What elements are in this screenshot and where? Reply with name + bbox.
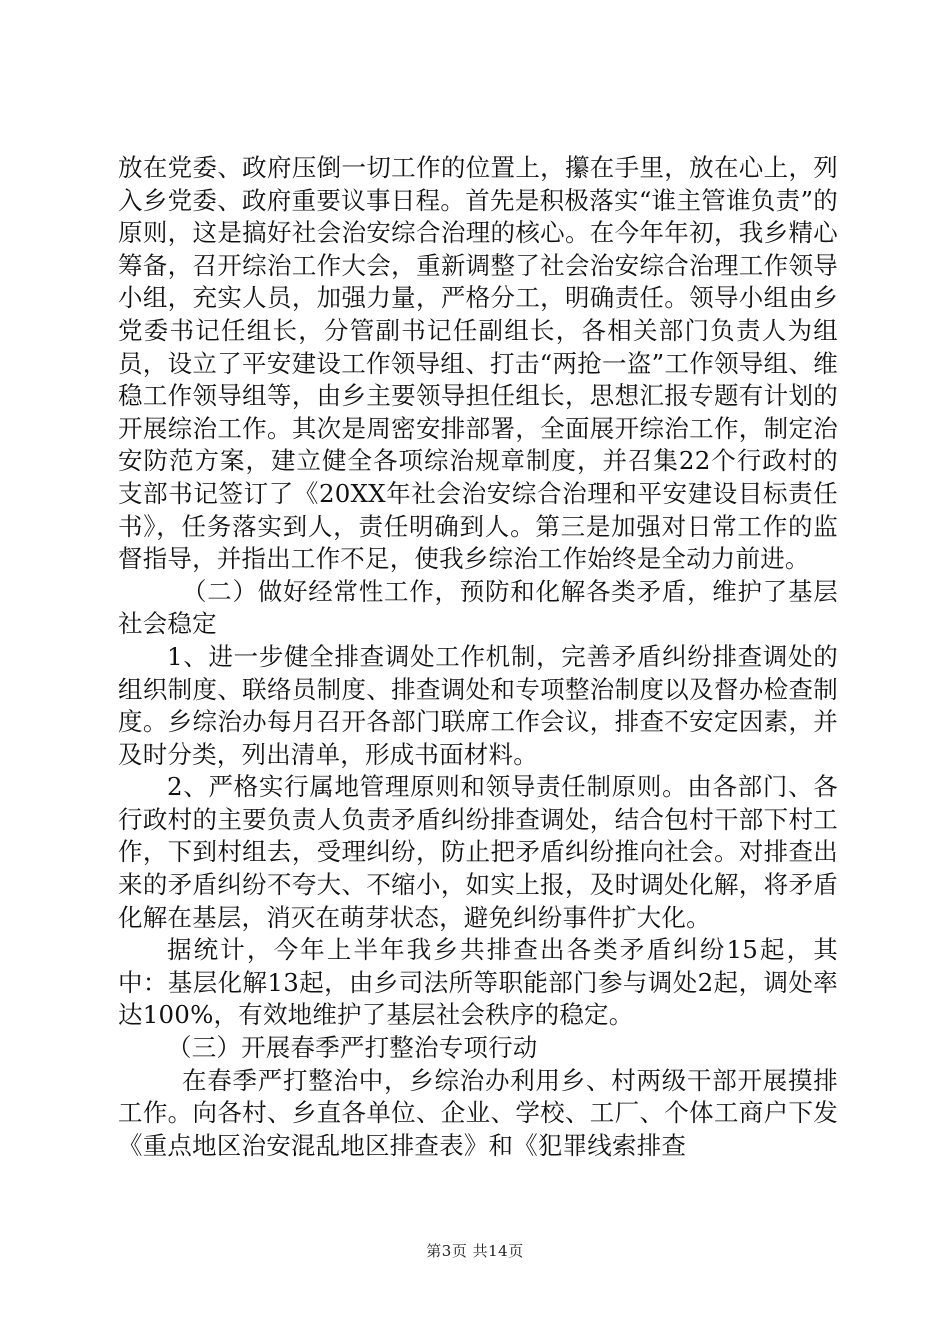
section-heading-two: （二）做好经常性工作，预防和化解各类矛盾，维护了基层社会稳定: [118, 576, 838, 639]
paragraph-spring-campaign: 在春季严打整治中，乡综治办利用乡、村两级干部开展摸排工作。向各村、乡直各单位、企业、学校、工厂、个体工商户下发《重点地区治安混乱地区排查表》和《犯罪线索排查: [118, 1065, 838, 1160]
document-body: [118, 152, 838, 1162]
section-heading-three: （三）开展春季严打整治专项行动: [167, 1033, 538, 1063]
page-number-label: 第3页 共14页: [426, 1242, 524, 1260]
page-footer: [0, 1240, 950, 1261]
paragraph-item-one: 1、进一步健全排查调处工作机制，完善矛盾纠纷排查调处的组织制度、联络员制度、排查调处和专项整治制度以及督办检查制度。乡综治办每月召开各部门联席工作会议，排查不安定因素，并及时分类，列出清单，形成书面材料。: [118, 641, 838, 769]
paragraph-item-two: 2、严格实行属地管理原则和领导责任制原则。由各部门、各行政村的主要负责人负责矛盾纠纷排查调处，结合包村干部下村工作，下到村组去，受理纠纷，防止把矛盾纠纷推向社会。对排查出来的矛盾纠纷不夸大、不缩小，如实上报，及时调处化解，将矛盾化解在基层，消灭在萌芽状态，避免纠纷事件扩大化。: [118, 772, 838, 932]
paragraph-responsibility: 放在党委、政府压倒一切工作的位置上，攥在手里，放在心上，列入乡党委、政府重要议事日程。首先是积极落实“谁主管谁负责”的原则，这是搞好社会治安综合治理的核心。在今年年初，我乡精心筹备，召开综治工作大会，重新调整了社会治安综合治理工作领导小组，充实人员，加强力量，严格分工，明确责任。领导小组由乡党委书记任组长，分管副书记任副组长，各相关部门负责人为组员，设立了平安建设工作领导组、打击“两抢一盗”工作领导组、维稳工作领导组等，由乡主要领导担任组长，思想汇报专题有计划的开展综治工作。其次是周密安排部署，全面展开综治工作，制定治安防范方案，建立健全各项综治规章制度，并召集22个行政村的支部书记签订了《20XX年社会治安综合治理和平安建设目标责任书》，任务落实到人，责任明确到人。第三是加强对日常工作的监督指导，并指出工作不足，使我乡综治工作始终是全动力前进。: [118, 153, 838, 574]
paragraph-statistics: 据统计，今年上半年我乡共排查出各类矛盾纠纷15起，其中：基层化解13起，由乡司法所等职能部门参与调处2起，调处率达100%，有效地维护了基层社会秩序的稳定。: [118, 935, 838, 1030]
